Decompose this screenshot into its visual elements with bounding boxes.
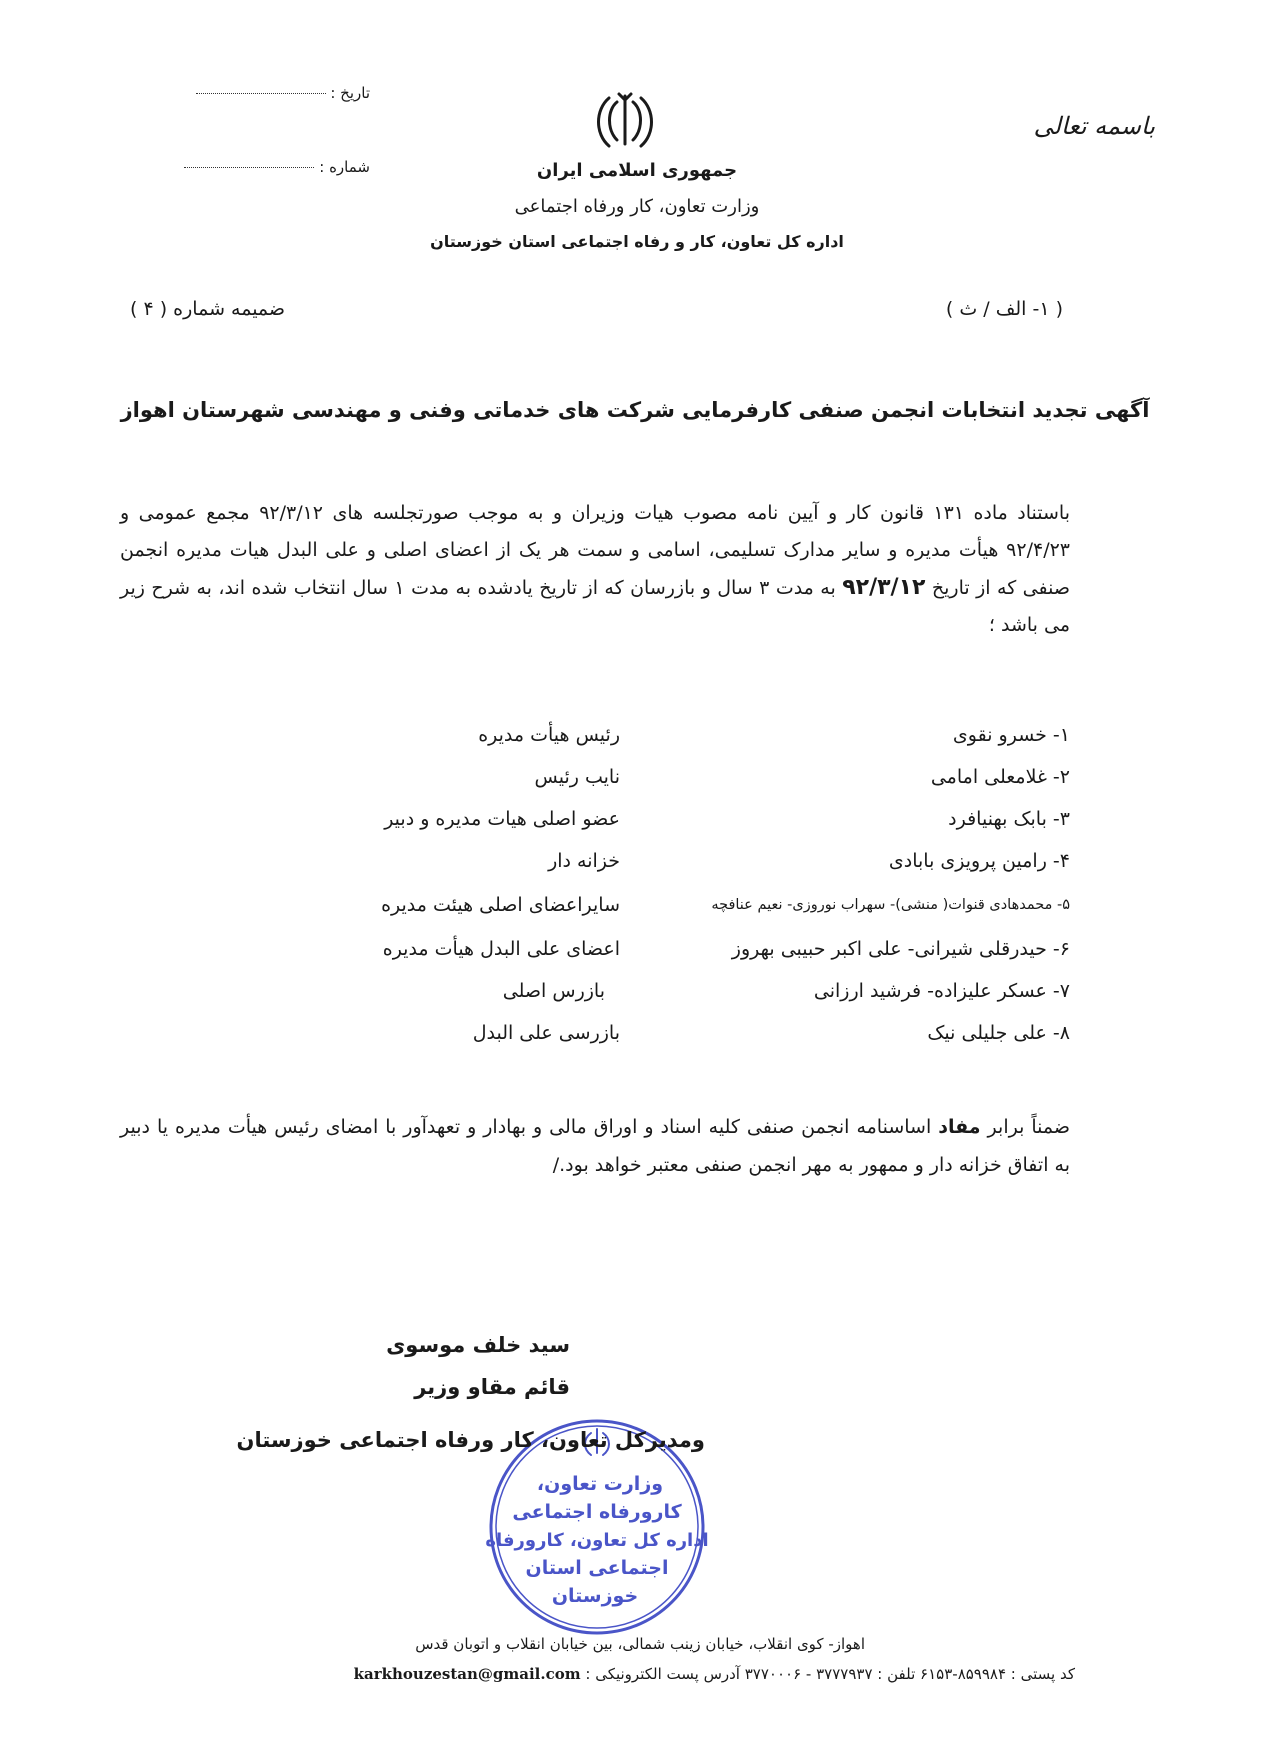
closing-part-1: ضمناً برابر	[987, 1116, 1070, 1138]
member-role-1: رئیس هیأت مدیره	[478, 724, 620, 746]
member-name-3: ۳- بابک بهنیافرد	[948, 808, 1070, 830]
annex-number: ضمیمه شماره ( ۴ )	[130, 298, 286, 320]
header-line-3: اداره کل تعاون، کار و رفاه اجتماعی استان خوزستان	[430, 232, 844, 251]
footer-contact	[354, 1665, 1075, 1683]
document-title: آگهی تجدید انتخابات انجمن صنفی کارفرمایی شرکت های خدماتی وفنی و مهندسی شهرستان اهواز	[120, 398, 1150, 422]
seal-line-5: خوزستان	[551, 1585, 639, 1607]
body-part-2: به مدت ۳ سال و بازرسان که از تاریخ یادشده به مدت ۱ سال انتخاب شده اند، به شرح زیر می باشد ؛	[120, 577, 1070, 636]
seal-line-4: اجتماعی استان	[525, 1557, 669, 1579]
date-label: تاریخ :	[330, 84, 370, 102]
member-role-8: بازرسی علی البدل	[472, 1022, 620, 1044]
date-dots	[196, 93, 326, 94]
member-name-7: ۷- عسکر علیزاده- فرشید ارزانی	[813, 980, 1070, 1002]
body-date: ۹۲/۳/۱۲	[842, 575, 926, 600]
body-paragraph	[120, 495, 1070, 644]
number-label: شماره :	[319, 158, 370, 176]
iran-emblem-icon	[593, 90, 657, 154]
member-role-6: اعضای علی البدل هیأت مدیره	[382, 938, 620, 960]
member-role-2: نایب رئیس	[534, 766, 620, 788]
seal-line-2: کارورفاه اجتماعی	[512, 1501, 682, 1523]
member-name-1: ۱- خسرو نقوی	[952, 724, 1070, 746]
member-role-7: بازرس اصلی	[502, 980, 605, 1002]
footer-email[interactable]: karkhouzestan@gmail.com	[353, 1665, 581, 1683]
date-field	[175, 84, 370, 102]
closing-paragraph	[120, 1108, 1070, 1184]
signatory-name: سید خلف موسوی	[386, 1333, 570, 1357]
signatory-position-2: ومدیرکل تعاون، کار ورفاه اجتماعی خوزستان	[236, 1428, 705, 1452]
member-name-6: ۶- حیدرقلی شیرانی- علی اکبر حبیبی بهروز	[731, 938, 1070, 960]
member-role-4: خزانه دار	[548, 850, 620, 872]
seal-line-3: اداره کل تعاون، کارورفاه	[485, 1530, 709, 1551]
member-name-5: ۵- محمدهادی قنوات( منشی)- سهراب نوروزی- نعیم عنافچه	[711, 897, 1070, 913]
member-name-4: ۴- رامین پرویزی بابادی	[888, 850, 1070, 872]
annex-code: ( ۱- الف / ث )	[945, 298, 1063, 320]
closing-bold: مفاد	[938, 1116, 981, 1138]
header-line-1: جمهوری اسلامی ایران	[536, 160, 738, 181]
invocation: باسمه تعالی	[1033, 112, 1155, 140]
seal-line-1: وزارت تعاون،	[536, 1473, 664, 1495]
member-role-5: سایراعضای اصلی هیئت مدیره	[381, 894, 620, 916]
number-dots	[184, 167, 314, 168]
member-role-3: عضو اصلی هیات مدیره و دبیر	[384, 808, 620, 830]
closing-part-2: اساسنامه انجمن صنفی کلیه اسناد و اوراق مالی و بهادار و تعهدآور با امضای رئیس هیأت مدیره یا دبیر به اتفاق خزانه دار و ممهور به مهر انجمن صنفی معتبر خواهد بود./	[120, 1116, 1070, 1176]
footer-address: اهواز- کوی انقلاب، خیابان زینب شمالی، بین خیابان انقلاب و اتوبان قدس	[415, 1635, 865, 1653]
signatory-position-1: قائم مقاو وزیر	[414, 1375, 570, 1399]
member-name-8: ۸- علی جلیلی نیک	[927, 1022, 1070, 1044]
footer-contact-text: کد پستی : ۸۵۹۹۸۴-۶۱۵۳ تلفن : ۳۷۷۷۹۳۷ - ۳۷۷۰۰۰۶ آدرس پست الکترونیکی :	[585, 1665, 1075, 1683]
header-line-2: وزارت تعاون، کار ورفاه اجتماعی	[514, 196, 760, 217]
body-part-1: باستناد ماده ۱۳۱ قانون کار و آیین نامه مصوب هیات وزیران و به موجب صورتجلسه های ۹۲/۳/۱۲ مجمع عمومی و ۹۲/۴/۲۳ هیأت مدیره و سایر مدارک تسلیمی، اسامی و سمت هر یک از اعضای اصلی و علی البدل هیات مدیره انجمن صنفی که از تاریخ	[120, 502, 1070, 599]
member-name-2: ۲- غلامعلی امامی	[930, 766, 1070, 788]
